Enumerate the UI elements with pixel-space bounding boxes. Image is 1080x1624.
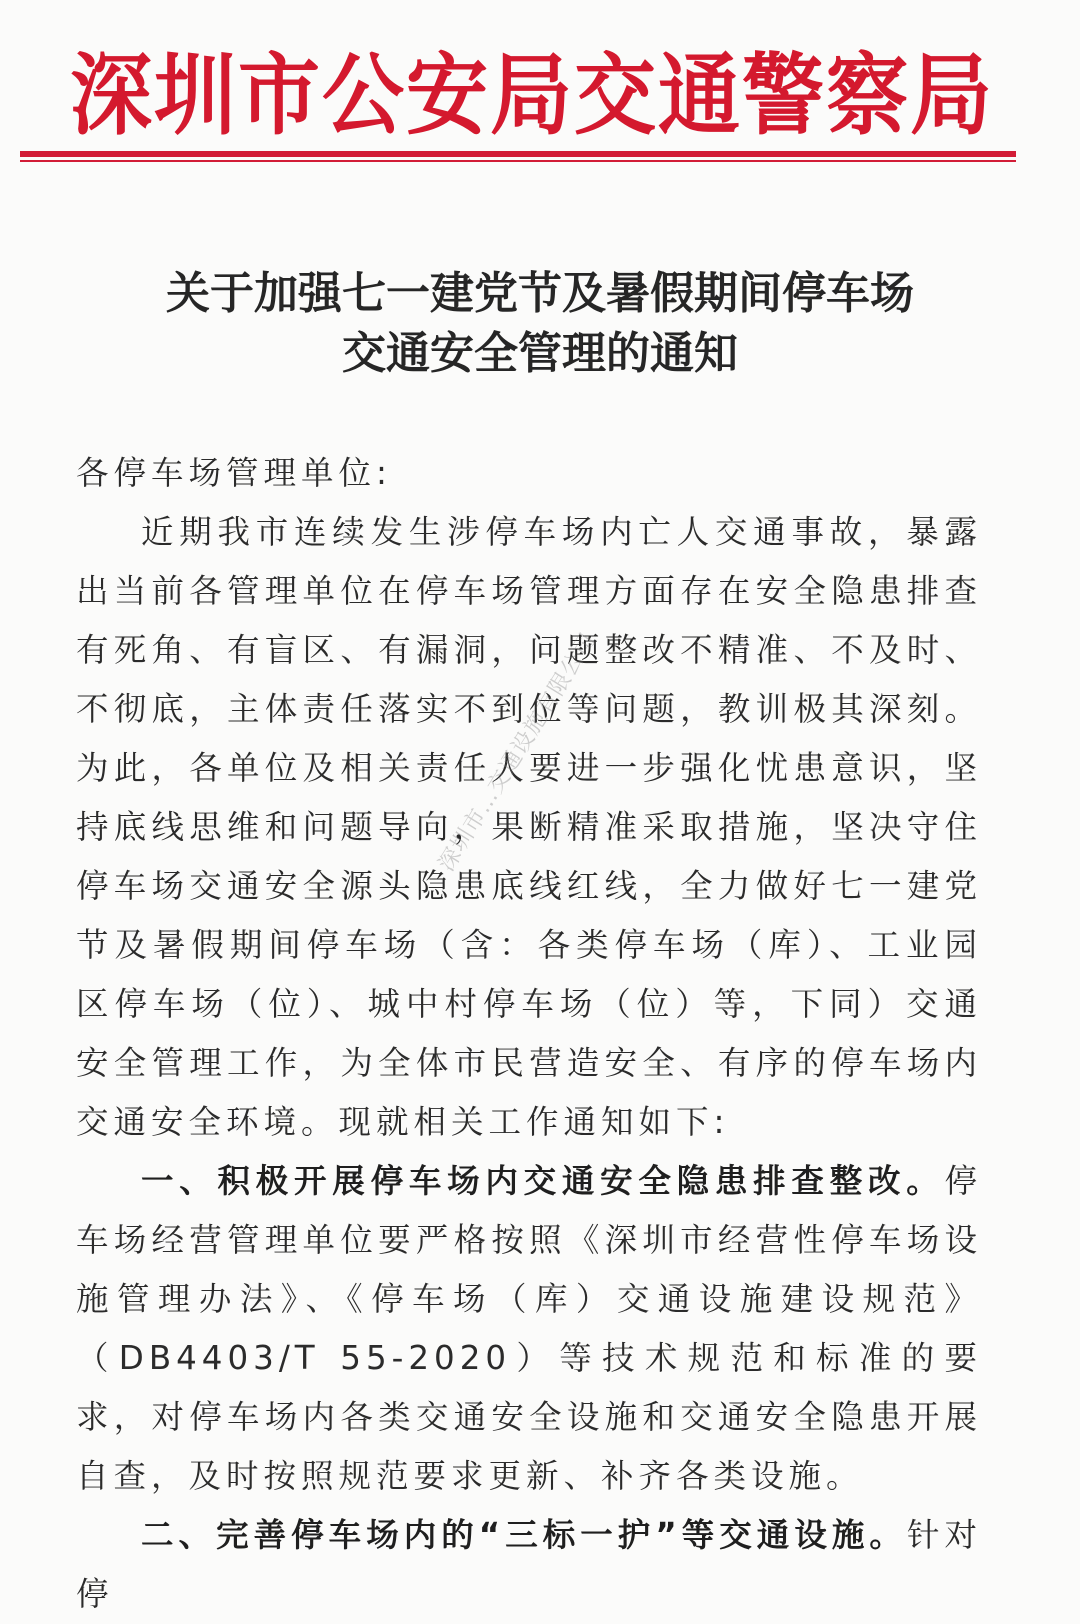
- document-title: [0, 264, 1080, 384]
- section-2-body: 针对停: [76, 1516, 982, 1613]
- letterhead-rule-thin: [20, 160, 1016, 162]
- section-1-heading: 一、积极开展停车场内交通安全隐患排查整改。: [141, 1162, 945, 1200]
- letterhead: [0, 44, 1080, 148]
- letterhead-organization: 深圳市公安局交通警察局: [70, 44, 995, 148]
- document-title-line-2: 交通安全管理的通知: [342, 328, 738, 379]
- section-2: [76, 1506, 982, 1624]
- document-title-line-1: 关于加强七一建党节及暑假期间停车场: [166, 268, 914, 319]
- document-body: [76, 444, 982, 1624]
- section-1-body: 停车场经营管理单位要严格按照《深圳市经营性停车场设施管理办法》、《停车场（库）交通设施建设规范》（DB4403/T 55-2020）等技术规范和标准的要求，对停车场内各类交通安全设施和交通安全隐患开展自查，及时按照规范要求更新、补齐各类设施。: [76, 1162, 982, 1495]
- intro-paragraph: 近期我市连续发生涉停车场内亡人交通事故，暴露出当前各管理单位在停车场管理方面存在安全隐患排查有死角、有盲区、有漏洞，问题整改不精准、不及时、不彻底，主体责任落实不到位等问题，教训极其深刻。为此，各单位及相关责任人要进一步强化忧患意识，坚持底线思维和问题导向，果断精准采取措施，坚决守住停车场交通安全源头隐患底线红线，全力做好七一建党节及暑假期间停车场（含：各类停车场（库）、工业园区停车场（位）、城中村停车场（位）等，下同）交通安全管理工作，为全体市民营造安全、有序的停车场内交通安全环境。现就相关工作通知如下:: [76, 513, 982, 1141]
- watermark: 深圳市…交通设施有限公司: [434, 628, 602, 876]
- addressee: 各停车场管理单位:: [76, 454, 392, 492]
- section-2-heading: 二、完善停车场内的“三标一护”等交通设施。: [141, 1516, 907, 1554]
- letterhead-rule-thick: [20, 151, 1016, 157]
- section-1: [76, 1152, 982, 1506]
